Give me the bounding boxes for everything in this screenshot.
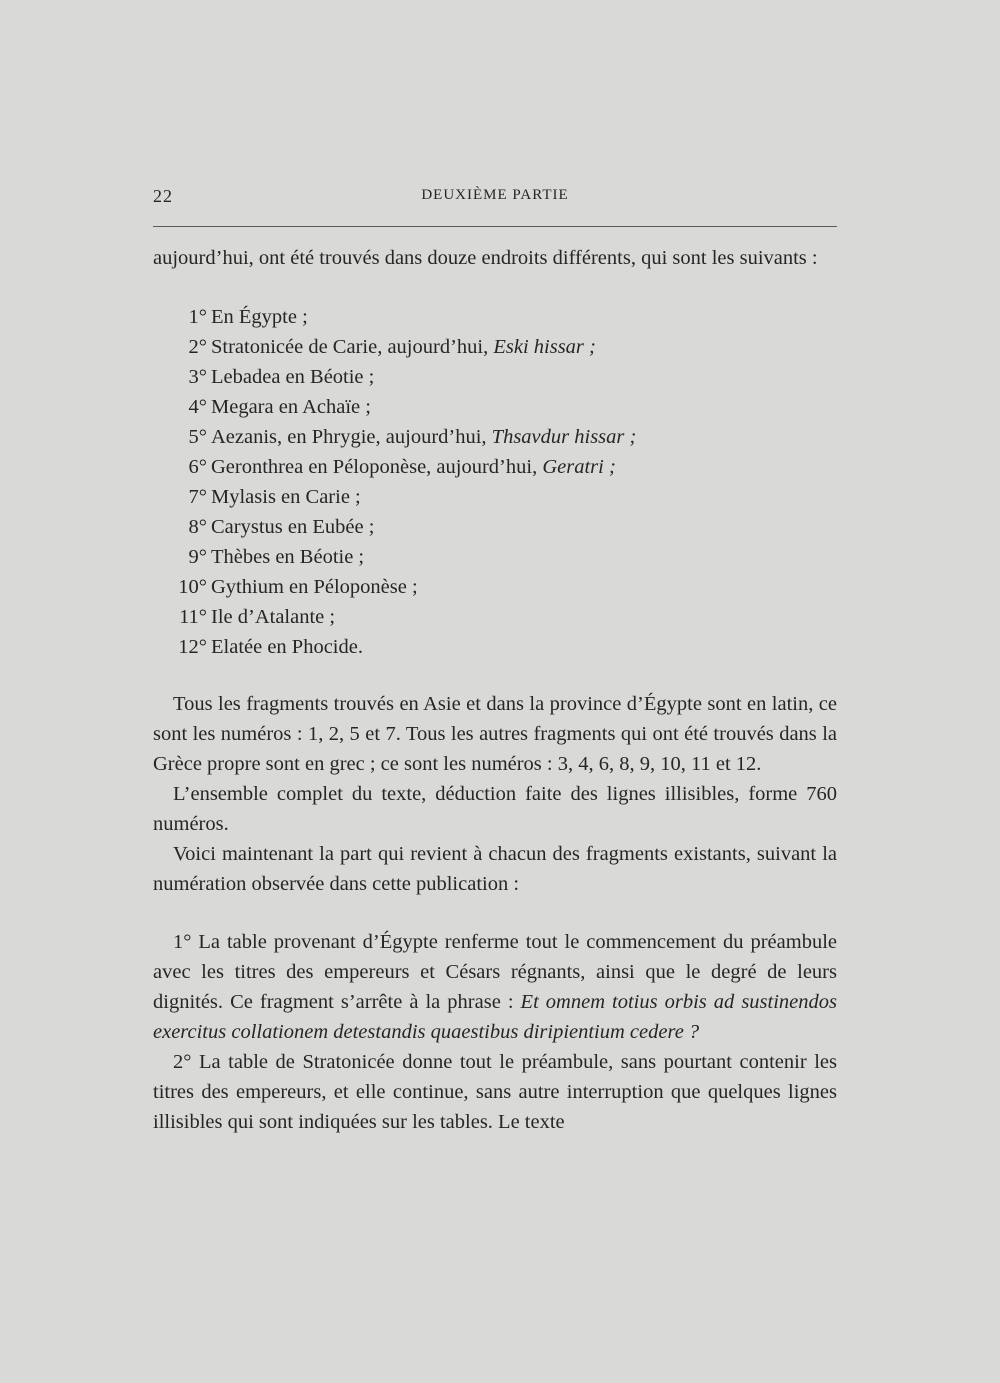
list-item	[153, 422, 837, 452]
list-item-text: Thèbes en Béotie ;	[211, 546, 365, 568]
list-item-text: Gythium en Péloponèse ;	[211, 576, 418, 598]
list-item-text: Ile d’Atalante ;	[211, 606, 336, 628]
list-item-text: Geronthrea en Péloponèse, aujourd’hui,	[211, 456, 543, 478]
list-item	[153, 482, 837, 512]
list-item-text: En Égypte ;	[211, 306, 308, 328]
list-item-number: 6°	[188, 456, 207, 478]
list-item-italic: Geratri ;	[542, 456, 616, 478]
list-item-text: Mylasis en Carie ;	[211, 486, 361, 508]
list-item-number: 12°	[178, 636, 207, 658]
list-item-text: Elatée en Phocide.	[211, 636, 363, 658]
running-head: DEUXIÈME PARTIE	[421, 187, 569, 203]
page-number: 22	[153, 186, 173, 206]
body-text	[153, 243, 837, 1137]
list-item-number: 5°	[188, 426, 207, 448]
paragraph-fragment-egypt	[153, 927, 837, 1047]
list-item	[153, 392, 837, 422]
locations-list	[153, 302, 837, 662]
paragraph-intro-fragments: Voici maintenant la part qui revient à chacun des fragments existants, suivant la numération observée dans cette publication :	[153, 843, 837, 895]
list-item	[153, 542, 837, 572]
list-item-text: Stratonicée de Carie, aujourd’hui,	[211, 336, 494, 358]
list-item-text: Megara en Achaïe ;	[211, 396, 371, 418]
paragraph-fragment-egypt-text: 1° La table provenant d’Égypte renferme tout le commencement du préambule avec les titres des empereurs et Césars régnants, ainsi que le degré de leurs dignités. Ce fragment s’arrête à la phrase :	[153, 931, 837, 1013]
paragraph-gap	[153, 899, 837, 927]
list-item-number: 8°	[188, 516, 207, 538]
list-item-number: 3°	[188, 366, 207, 388]
list-item-italic: Thsavdur hissar ;	[491, 426, 637, 448]
list-item-number: 2°	[188, 336, 207, 358]
list-item-italic: Eski hissar ;	[493, 336, 596, 358]
list-item	[153, 512, 837, 542]
paragraph-languages: Tous les fragments trouvés en Asie et dans la province d’Égypte sont en latin, ce sont les numéros : 1, 2, 5 et 7. Tous les autres fragments qui ont été trouvés dans la Grèce propre sont en grec ; ce sont les numéros : 3, 4, 6, 8, 9, 10, 11 et 12.	[153, 693, 837, 775]
list-item	[153, 302, 837, 332]
list-item-number: 9°	[188, 546, 207, 568]
latin-quote: Et omnem totius orbis ad sustinendos exercitus collationem detestandis quaestibus diripientium cedere ?	[153, 991, 837, 1043]
paragraph-fragment-stratonicee: 2° La table de Stratonicée donne tout le préambule, sans pourtant contenir les titres des empereurs, et elle continue, sans autre interruption que quelques lignes illisibles qui sont indiquées sur les tables. Le texte	[153, 1051, 837, 1133]
list-item-number: 4°	[188, 396, 207, 418]
list-item	[153, 362, 837, 392]
list-item	[153, 572, 837, 602]
list-item-text: Aezanis, en Phrygie, aujourd’hui,	[211, 426, 492, 448]
list-item-number: 11°	[179, 606, 207, 628]
list-item	[153, 632, 837, 662]
list-item	[153, 332, 837, 362]
list-item	[153, 602, 837, 632]
list-item-number: 10°	[178, 576, 207, 598]
page-header	[153, 186, 837, 210]
list-item-text: Carystus en Eubée ;	[211, 516, 375, 538]
intro-paragraph: aujourd’hui, ont été trouvés dans douze endroits différents, qui sont les suivants :	[153, 247, 818, 269]
list-item-text: Lebadea en Béotie ;	[211, 366, 375, 388]
paragraph-total: L’ensemble complet du texte, déduction faite des lignes illisibles, forme 760 numéros.	[153, 783, 837, 835]
list-item	[153, 452, 837, 482]
list-item-number: 7°	[188, 486, 207, 508]
list-item-number: 1°	[188, 306, 207, 328]
header-rule	[153, 226, 837, 227]
